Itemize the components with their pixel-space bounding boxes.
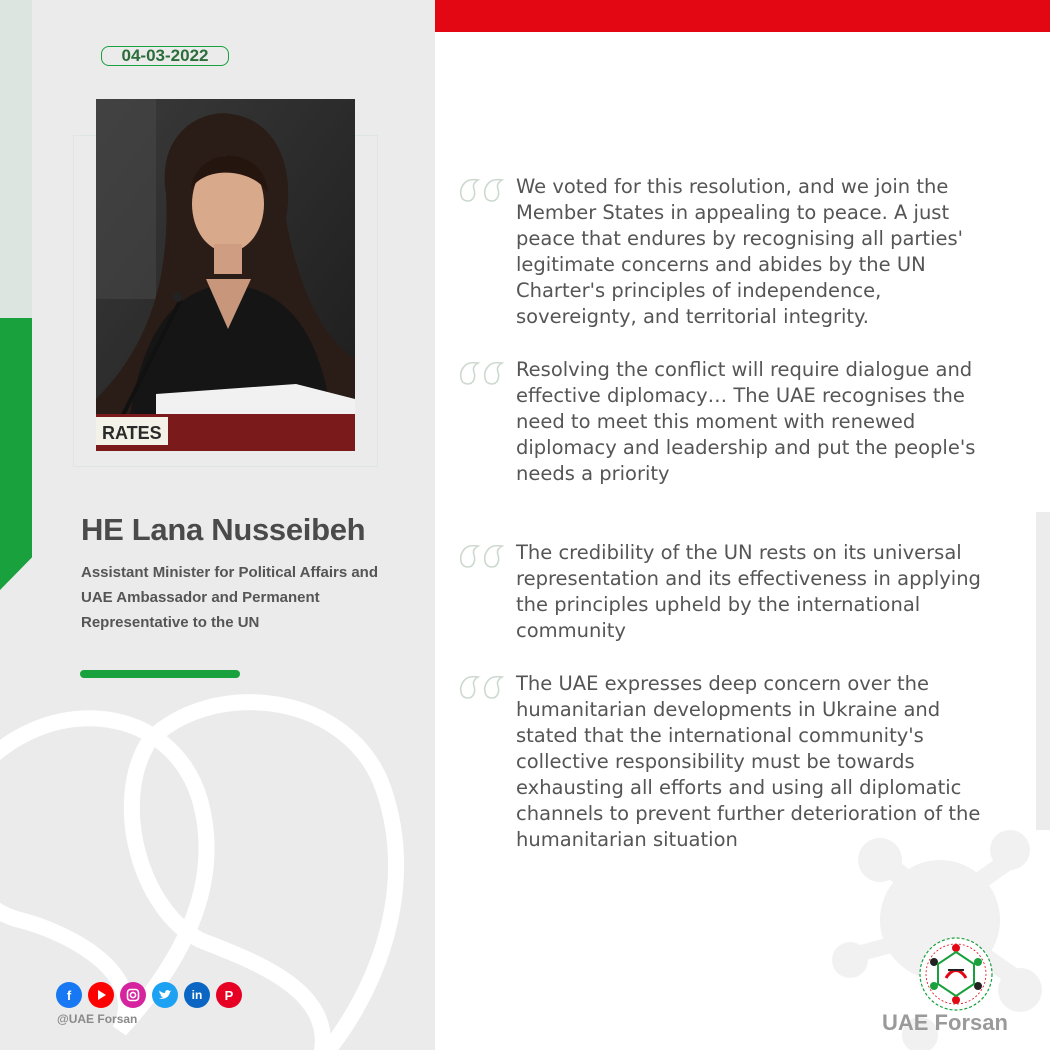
uae-forsan-logo xyxy=(916,934,996,1014)
speaker-role xyxy=(81,560,431,635)
speaker-photo-illustration xyxy=(96,99,355,451)
quote-text: The UAE expresses deep concern over the humanitarian developments in Ukraine and stated that the international community's collective responsibility must be towards exhausting all efforts and using all diplomatic channels to prevent further deterioration of the humanitarian situation xyxy=(516,672,981,851)
quote-mark-icon xyxy=(458,360,508,386)
date-badge: 04-03-2022 xyxy=(101,46,229,66)
top-red-bar xyxy=(435,0,1050,32)
quote-mark-icon xyxy=(458,177,508,203)
quote-mark-icon xyxy=(458,674,508,700)
brand-name: UAE Forsan xyxy=(882,1010,1008,1035)
quote-text: The credibility of the UN rests on its universal representation and its effectiveness in applying the principles upheld by the international community xyxy=(516,541,981,642)
twitter-icon[interactable] xyxy=(152,982,178,1008)
speaker-photo xyxy=(96,99,355,451)
quote-text: We voted for this resolution, and we join the Member States in appealing to peace. A just peace that endures by recognising all parties' legitimate concerns and abides by the UN Charter's principles of independence, sovereignty, and territorial integrity. xyxy=(516,175,964,328)
pinterest-icon[interactable]: P xyxy=(216,982,242,1008)
facebook-icon[interactable]: f xyxy=(56,982,82,1008)
social-handle: @UAE Forsan xyxy=(57,1012,138,1026)
speaker-name: HE Lana Nusseibeh xyxy=(81,512,366,547)
instagram-icon[interactable] xyxy=(120,982,146,1008)
speaker-role-line: UAE Ambassador and Permanent xyxy=(81,589,320,606)
left-accent-strip xyxy=(0,0,32,318)
speaker-role-line: Assistant Minister for Political Affairs and xyxy=(81,564,379,581)
youtube-icon[interactable] xyxy=(88,982,114,1008)
quote-text: Resolving the conflict will require dialogue and effective diplomacy… The UAE recognises the need to meet this moment with renewed diplomacy and leadership and put the people's needs a priority xyxy=(516,358,976,485)
linkedin-icon[interactable]: in xyxy=(184,982,210,1008)
green-divider xyxy=(80,670,240,678)
speaker-role-line: Representative to the UN xyxy=(81,614,260,631)
photo-placard-text: RATES xyxy=(102,423,162,443)
green-accent-strip xyxy=(0,318,32,590)
social-icons xyxy=(56,982,242,1008)
quote-mark-icon xyxy=(458,543,508,569)
